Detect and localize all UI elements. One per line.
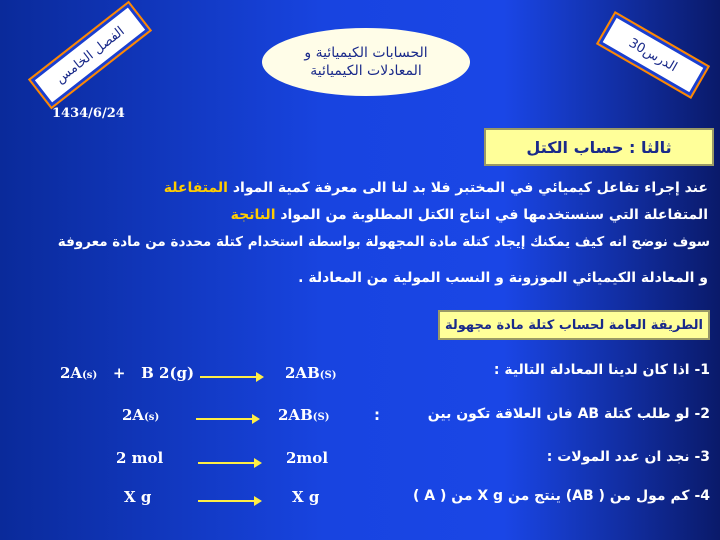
section-heading: ثالثا : حساب الكتل	[526, 137, 672, 157]
step-3-num: 3-	[694, 449, 710, 465]
step-4-text: كم مول من ( AB) ينتج من X g من ( A )	[412, 488, 690, 504]
date-label: 1434/6/24	[52, 106, 125, 121]
title-line-2: المعادلات الكيميائية	[310, 63, 422, 79]
title-line-1: الحسابات الكيميائية و	[304, 45, 428, 61]
step-1	[470, 362, 710, 378]
para-line-2-highlight: الناتجة	[230, 207, 276, 223]
para-line-1-highlight: المتفاعلة	[163, 180, 228, 196]
para-line-3: سوف نوضح انه كيف يمكنك إيجاد كتلة مادة المجهولة بواسطة استخدام كتلة محددة من مادة معروفة	[57, 234, 710, 250]
step-2-colon: :	[374, 406, 380, 424]
eq-3-arrow	[198, 462, 260, 464]
step-2	[420, 406, 710, 422]
eq-1-reactant-b-sub: 2(g)	[159, 364, 195, 382]
eq-1-reactant-a: 2A	[60, 364, 83, 382]
eq-2-product: 2AB	[278, 406, 313, 424]
step-4-num: 4-	[694, 488, 710, 504]
lesson-tag-label: الدرس30	[626, 35, 680, 75]
eq-1-arrow	[200, 376, 262, 378]
eq-1-product-state: (S)	[319, 370, 337, 381]
step-2-num: 2-	[694, 406, 710, 422]
eq-row-2-right	[278, 406, 329, 424]
eq-1-reactant-b: B	[141, 364, 154, 382]
para-line-4: و المعادلة الكيميائي الموزونة و النسب المولية من المعادلة .	[298, 270, 708, 286]
eq-row-3-left: 2 mol	[116, 449, 164, 467]
method-box	[438, 310, 710, 340]
step-4	[370, 488, 710, 504]
eq-1-product: 2AB	[285, 364, 320, 382]
section-heading-box	[484, 128, 714, 166]
step-1-text: اذا كان لدينا المعادلة التالية :	[493, 362, 690, 378]
eq-2-reactant-a-state: (s)	[144, 412, 160, 423]
lesson-tag	[599, 14, 708, 96]
step-3-text: نجد ان عدد المولات :	[546, 449, 690, 465]
step-3	[510, 449, 710, 465]
para-line-1	[148, 180, 708, 196]
para-line-1-text: عند إجراء تفاعل كيميائي في المختبر فلا بد لنا الى معرفة كمية المواد	[227, 180, 708, 196]
eq-row-1-left	[60, 364, 194, 382]
eq-row-4-right: X g	[292, 488, 320, 506]
eq-row-2-left	[122, 406, 159, 424]
para-line-2-text: المتفاعلة التي سنستخدمها في انتاج الكتل المطلوبة من المواد	[275, 207, 708, 223]
chapter-tag	[31, 3, 150, 106]
eq-4-arrow	[198, 500, 260, 502]
eq-1-reactant-a-state: (s)	[82, 370, 98, 381]
chapter-tag-label: الفصل الخامس	[52, 23, 128, 87]
eq-1-plus: +	[112, 364, 126, 382]
title-ellipse	[262, 28, 470, 96]
eq-2-reactant-a: 2A	[122, 406, 145, 424]
step-1-num: 1-	[694, 362, 710, 378]
para-line-2	[148, 207, 708, 223]
step-2-text: لو طلب كتلة AB فان العلاقة تكون بين	[427, 406, 690, 422]
eq-2-arrow	[196, 418, 258, 420]
method-label: الطريقة العامة لحساب كتلة مادة مجهولة	[445, 317, 704, 333]
eq-2-product-state: (S)	[312, 412, 330, 423]
eq-row-4-left: X g	[124, 488, 152, 506]
eq-row-1-right	[285, 364, 336, 382]
eq-row-3-right: 2mol	[286, 449, 329, 467]
